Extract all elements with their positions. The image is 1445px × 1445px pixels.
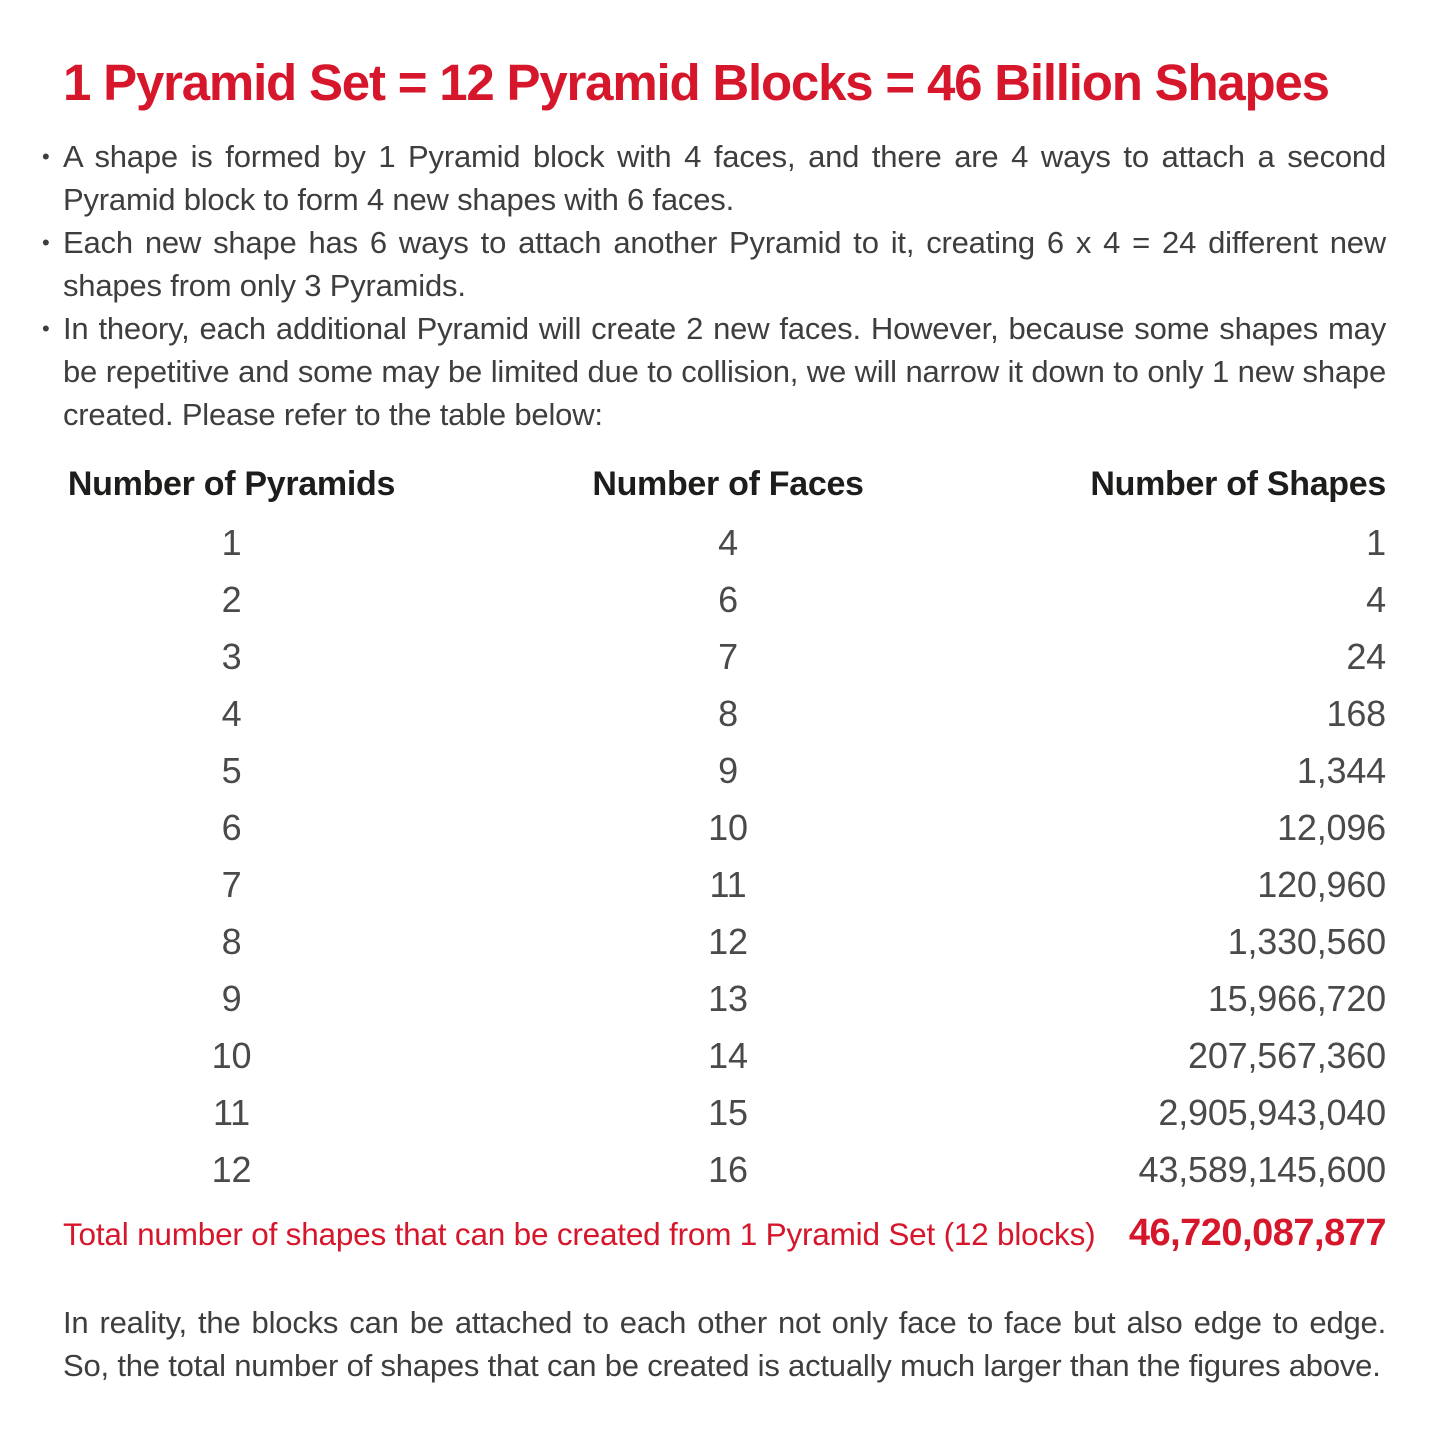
cell-faces: 16 (708, 1148, 748, 1190)
bullet-text: Each new shape has 6 ways to attach another Pyramid to it, creating 6 x 4 = 24 different new shapes from only 3 Pyramids. (63, 224, 1386, 303)
cell-faces: 7 (718, 635, 738, 677)
cell-pyramids: 11 (213, 1091, 250, 1133)
cell-shapes: 168 (1326, 692, 1386, 734)
column-header-pyramids: Number of Pyramids (67, 464, 396, 503)
column-header-shapes: Number of Shapes (1090, 464, 1386, 503)
cell-shapes: 12,096 (1277, 806, 1386, 848)
cell-shapes: 1,330,560 (1227, 920, 1386, 962)
cell-shapes: 4 (1366, 578, 1386, 620)
bullet-text: A shape is formed by 1 Pyramid block with 4 faces, and there are 4 ways to attach a second Pyramid block to form 4 new shapes with 6 faces. (63, 138, 1386, 217)
total-label: Total number of shapes that can be created from 1 Pyramid Set (12 blocks) (63, 1215, 1096, 1252)
cell-shapes: 120,960 (1257, 863, 1386, 905)
cell-faces: 4 (718, 521, 738, 563)
cell-shapes: 1,344 (1296, 749, 1386, 791)
cell-faces: 12 (708, 920, 748, 962)
cell-pyramids: 5 (221, 749, 242, 791)
cell-faces: 11 (709, 863, 747, 905)
total-value: 46,720,087,877 (1128, 1211, 1386, 1254)
cell-pyramids: 3 (221, 635, 242, 677)
cell-faces: 13 (708, 977, 748, 1019)
cell-shapes: 207,567,360 (1188, 1034, 1386, 1076)
cell-pyramids: 8 (221, 920, 242, 962)
cell-pyramids: 12 (211, 1148, 252, 1190)
bullet-item (42, 221, 1386, 307)
cell-shapes: 2,905,943,040 (1158, 1091, 1386, 1133)
cell-faces: 14 (708, 1034, 748, 1076)
cell-pyramids: 4 (221, 692, 242, 734)
cell-pyramids: 10 (211, 1034, 252, 1076)
cell-pyramids: 1 (221, 521, 242, 563)
cell-faces: 10 (708, 806, 748, 848)
cell-pyramids: 9 (221, 977, 242, 1019)
cell-shapes: 1 (1366, 521, 1386, 563)
cell-pyramids: 2 (221, 578, 242, 620)
cell-faces: 6 (718, 578, 738, 620)
bullet-item (42, 135, 1386, 221)
bullet-dot-icon: • (42, 229, 50, 255)
bullet-list (42, 135, 1386, 436)
cell-pyramids: 7 (221, 863, 242, 905)
cell-shapes: 43,589,145,600 (1138, 1148, 1386, 1190)
cell-faces: 8 (718, 692, 738, 734)
page-title: 1 Pyramid Set = 12 Pyramid Blocks = 46 Billion Shapes (63, 54, 1329, 111)
bullet-text: In theory, each additional Pyramid will create 2 new faces. However, because some shapes may be repetitive and some may be limited due to collision, we will narrow it down to only 1 new shape created. Please refer to the table below: (63, 310, 1386, 432)
cell-faces: 15 (708, 1091, 748, 1133)
column-header-faces: Number of Faces (592, 464, 864, 503)
total-row (63, 1212, 1386, 1255)
cell-faces: 9 (718, 749, 738, 791)
cell-pyramids: 6 (221, 806, 242, 848)
bullet-dot-icon: • (42, 315, 50, 341)
bullet-dot-icon: • (42, 143, 50, 169)
bullet-item (42, 307, 1386, 436)
cell-shapes: 24 (1346, 635, 1386, 677)
cell-shapes: 15,966,720 (1207, 977, 1386, 1019)
footer-note: In reality, the blocks can be attached to each other not only face to face but also edge to edge. So, the total number of shapes that can be created is actually much larger than the figures above. (63, 1304, 1386, 1383)
shapes-table (63, 462, 1386, 1198)
